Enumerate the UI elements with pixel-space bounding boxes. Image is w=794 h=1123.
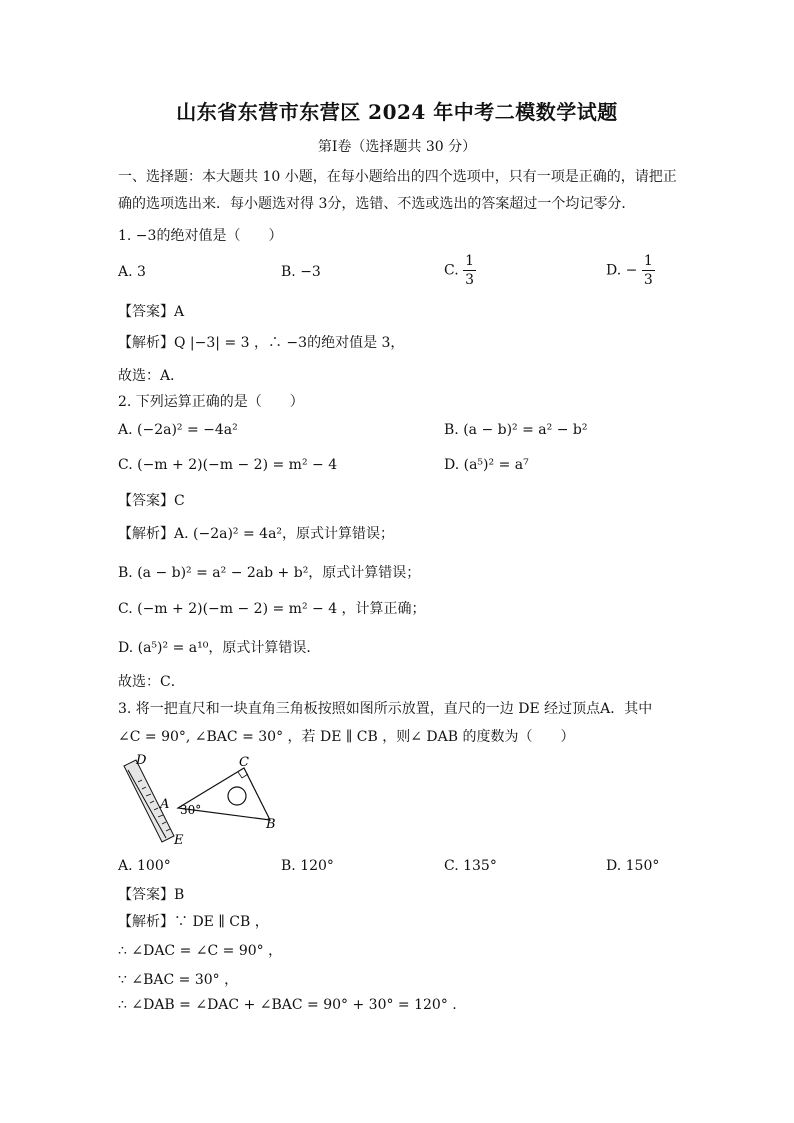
q3-step-3: ∵ ∠BAC = 30° ， xyxy=(118,972,239,988)
q3-stem-line-2: ∠C = 90°, ∠BAC = 30° ，若 DE ∥ CB ，则∠ DAB 的度数为（ ） xyxy=(118,729,575,745)
label-d: D xyxy=(136,753,147,768)
q1-option-d-fraction xyxy=(642,252,655,289)
q1-option-c xyxy=(444,252,476,289)
q1-answer: 【答案】A xyxy=(118,304,185,320)
q3-option-c: C. 135° xyxy=(444,858,497,874)
q3-step-2: ∴ ∠DAC = ∠C = 90° ， xyxy=(118,943,283,959)
label-angle-30: 30° xyxy=(180,803,202,817)
q3-stem-line-1: 3. 将一把直尺和一块直角三角板按照如图所示放置，直尺的一边 DE 经过顶点A．其中 xyxy=(118,701,653,717)
fraction-numerator: 1 xyxy=(643,253,653,269)
q2-option-a: A. (−2a)² = −4a² xyxy=(118,422,238,438)
section-title: 第Ⅰ卷（选择题共 30 分） xyxy=(317,139,477,155)
q1-option-d-label: D. − xyxy=(606,262,638,279)
q3-answer: 【答案】B xyxy=(118,887,185,903)
q1-analysis: 【解析】Q |−3| = 3 ，∴ −3的绝对值是 3， xyxy=(118,335,405,351)
fraction-numerator: 1 xyxy=(465,253,475,269)
page-title: 山东省东营市东营区 2024 年中考二模数学试题 xyxy=(176,100,618,124)
q2-analysis-a: 【解析】A. (−2a)² = 4a²，原式计算错误； xyxy=(118,526,395,542)
intro-line-1: 一、选择题：本大题共 10 小题，在每小题给出的四个选项中，只有一项是正确的，请把正 xyxy=(118,169,677,185)
q2-analysis-b: B. (a − b)² = a² − 2ab + b²，原式计算错误； xyxy=(118,565,421,581)
q3-option-a: A. 100° xyxy=(118,858,171,874)
q3-option-b: B. 120° xyxy=(281,858,334,874)
q1-conclusion: 故选：A． xyxy=(118,368,185,384)
q1-option-b: B. −3 xyxy=(281,264,321,280)
q3-step-1: 【解析】∵ DE ∥ CB ， xyxy=(118,914,269,930)
label-a: A xyxy=(160,797,170,812)
fraction-denominator: 3 xyxy=(465,272,475,288)
label-e: E xyxy=(174,833,184,848)
intro-line-2: 确的选项选出来．每小题选对得 3分，选错、不选或选出的答案超过一个均记零分． xyxy=(118,196,636,212)
q1-option-c-label: C. xyxy=(444,262,459,279)
fraction-denominator: 3 xyxy=(643,272,653,288)
q2-option-c: C. (−m + 2)(−m − 2) = m² − 4 xyxy=(118,457,338,473)
q2-conclusion: 故选：C． xyxy=(118,674,185,690)
q1-stem: 1. −3的绝对值是（ ） xyxy=(118,228,283,244)
q3-option-d: D. 150° xyxy=(606,858,660,874)
q2-answer: 【答案】C xyxy=(118,493,185,509)
q1-option-a: A. 3 xyxy=(118,264,146,280)
q2-analysis-c: C. (−m + 2)(−m − 2) = m² − 4 ，计算正确； xyxy=(118,601,426,617)
q3-step-4: ∴ ∠DAB = ∠DAC + ∠BAC = 90° + 30° = 120° . xyxy=(118,997,457,1013)
q1-option-c-fraction xyxy=(463,252,476,289)
q2-option-d: D. (a⁵)² = a⁷ xyxy=(444,457,529,473)
q2-stem: 2. 下列运算正确的是（ ） xyxy=(118,394,304,410)
q2-analysis-d: D. (a⁵)² = a¹⁰，原式计算错误． xyxy=(118,640,321,656)
q1-option-d xyxy=(606,252,655,289)
label-c: C xyxy=(239,755,249,770)
label-b: B xyxy=(266,817,276,832)
q2-option-b: B. (a − b)² = a² − b² xyxy=(444,422,588,438)
ruler-triangle-figure xyxy=(118,752,288,852)
